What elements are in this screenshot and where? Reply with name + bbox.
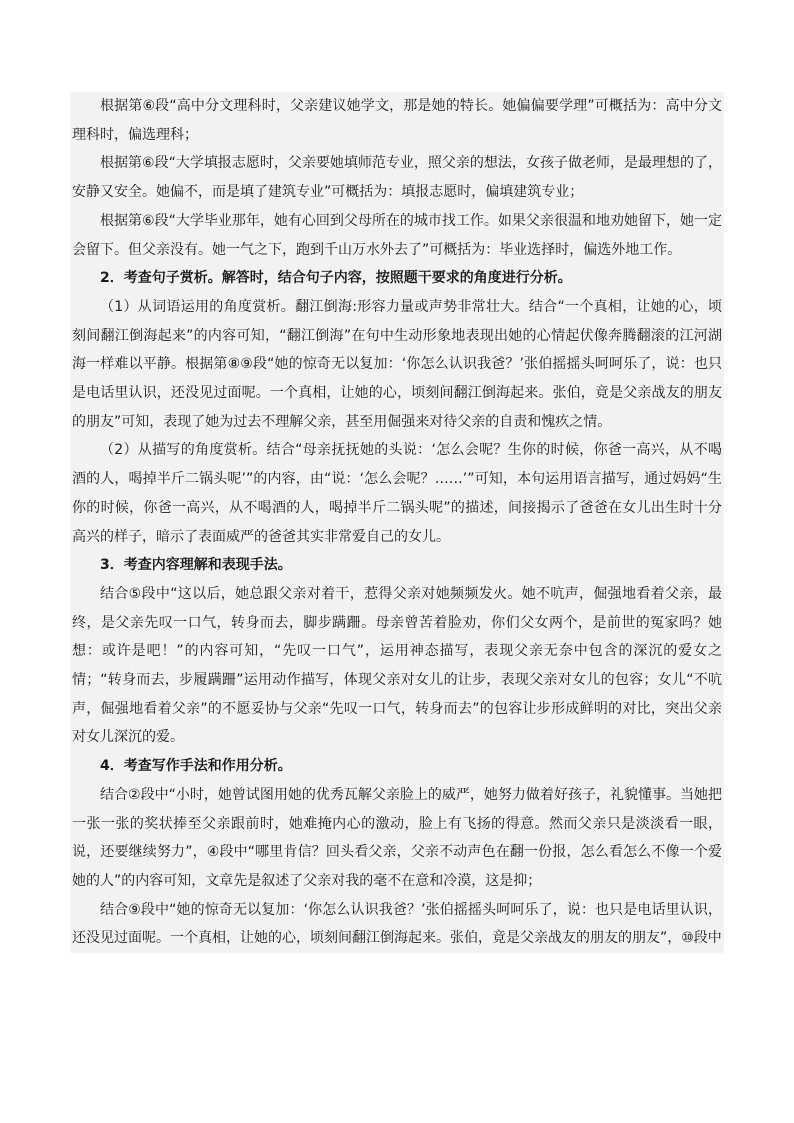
paragraph-summary-arts-science: 根据第⑥段“高中分文理科时，父亲建议她学文，那是她的特长。她偏偏要学理”可概括为：高中分文理科时，偏选理科；: [72, 98, 722, 143]
heading-question-2: 2．考查句子赏析。解答时，结合句子内容，按照题干要求的角度进行分析。: [100, 270, 572, 287]
heading-question-4: 4．考查写作手法和作用分析。: [100, 758, 292, 775]
paragraph-description-analysis: （2）从描写的角度赏析。结合“母亲抚抚她的头说：‘怎么会呢？生你的时候，你爸一高兴，从不喝酒的人，喝掉半斤二锅头呢’”的内容，由“说：‘怎么会呢？……’”可知，本句运用语言描写，通过妈妈“生你的时候，你爸一高兴，从不喝酒的人，喝掉半斤二锅头呢”的描述，间接揭示了爸爸在女儿出生时十分高兴的样子，暗示了表面威严的爸爸其实非常爱自己的女儿。: [72, 442, 722, 545]
paragraph-summary-major: 根据第⑥段“大学填报志愿时，父亲要她填师范专业，照父亲的想法，女孩子做老师，是最理想的了，安静又安全。她偏不，而是填了建筑专业”可概括为：填报志愿时，偏填建筑专业；: [72, 155, 722, 201]
paragraph-word-usage: （1）从词语运用的角度赏析。翻江倒海:形容力量或声势非常壮大。结合“一个真相，让她的心，顷刻间翻江倒海起来”的内容可知，“翻江倒海”在句中生动形象地表现出她的心情起伏像奔腾翻滚的江河湖海一样难以平静。根据第⑧⑨段“她的惊奇无以复加：‘你怎么认识我爸？’张伯摇摇头呵呵乐了，说：也只是电话里认识，还没见过面呢。一个真相，让她的心，顷刻间翻江倒海起来。张伯，竟是父亲战友的朋友的朋友”可知，表现了她为过去不理解父亲，甚至用倔强来对待父亲的自责和愧疚之情。: [72, 298, 722, 430]
answer-analysis: [70, 92, 724, 953]
heading-question-3: 3．考查内容理解和表现手法。: [100, 557, 292, 574]
paragraph-summary-work: 根据第⑥段“大学毕业那年，她有心回到父母所在的城市找工作。如果父亲很温和地劝她留下，她一定会留下。但父亲没有。她一气之下，跑到千山万水外去了”可概括为：毕业选择时，偏选外地工作。: [72, 212, 722, 258]
paragraph-content-technique: 结合⑤段中“这以后，她总跟父亲对着干，惹得父亲对她频频发火。她不吭声，倔强地看着父亲，最终，是父亲先叹一口气，转身而去，脚步蹒跚。母亲曾苦着脸劝，你们父女两个，是前世的冤家吗？她想：或许是吧！”的内容可知，“先叹一口气”，运用神态描写，表现父亲无奈中包含的深沉的爱女之情；“转身而去，步履蹒跚”运用动作描写，体现父亲对女儿的让步，表现父亲对女儿的包容；女儿“不吭声，倔强地看着父亲”的不愿妥协与父亲“先叹一口气，转身而去”的包容让步形成鲜明的对比，突出父亲对女儿深沉的爱。: [72, 585, 722, 746]
paragraph-suppression: 结合②段中“小时，她曾试图用她的优秀瓦解父亲脸上的威严，她努力做着好孩子，礼貌懂事。当她把一张一张的奖状捧至父亲跟前时，她难掩内心的激动，脸上有飞扬的得意。然而父亲只是淡淡看一眼，说，还要继续努力”，④段中“哪里肯信？回头看父亲，父亲不动声色在翻一份报，怎么看怎么不像一个爱她的人”的内容可知，文章先是叙述了父亲对我的毫不在意和冷漠，这是抑；: [72, 786, 722, 889]
paragraph-elevation: 结合⑨段中“她的惊奇无以复加：‘你怎么认识我爸？’张伯摇摇头呵呵乐了，说：也只是电话里认识，还没见过面呢。一个真相，让她的心，顷刻间翻江倒海起来。张伯，竟是父亲战友的朋友的朋友”，⑩段中: [72, 901, 722, 947]
